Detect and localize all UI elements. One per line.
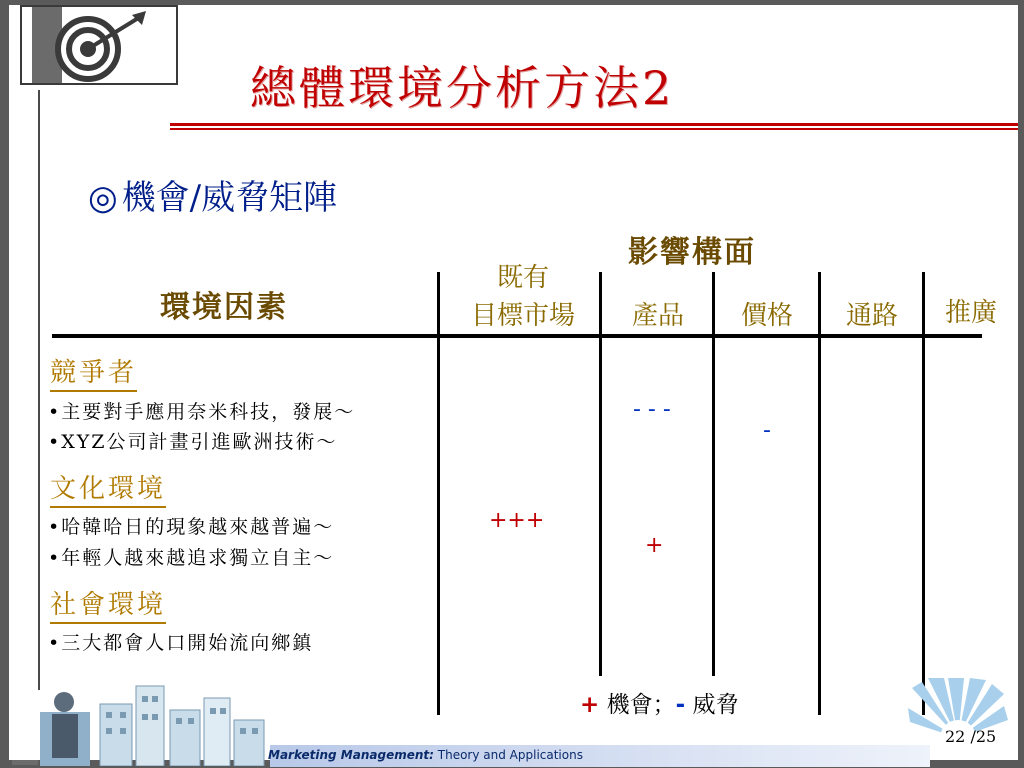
target-logo-icon	[22, 7, 176, 83]
subtitle	[88, 170, 337, 219]
opportunity-mark: +	[645, 533, 664, 558]
frame-inner-rule	[38, 90, 40, 690]
column-header-promotion: 推廣	[944, 298, 997, 328]
column-header-target-market	[448, 259, 598, 335]
logo-block	[20, 5, 178, 85]
city-skyline-icon	[40, 684, 270, 766]
section-title-competitors: 競爭者	[50, 356, 137, 392]
page-number: 22 /25	[945, 727, 997, 746]
column-header-price: 價格	[740, 301, 793, 331]
section-title-society: 社會環境	[50, 588, 166, 624]
footer-subtitle: Theory and Applications	[437, 748, 583, 762]
grid-line	[818, 272, 821, 715]
footer-text	[268, 748, 583, 762]
threat-mark: - - -	[633, 397, 671, 422]
column-header-product: 產品	[631, 301, 684, 331]
list-item: •主要對手應用奈米科技，發展～	[48, 401, 356, 423]
legend-plus-symbol: +	[580, 692, 600, 718]
grid-line	[437, 272, 440, 715]
threat-mark: -	[763, 418, 771, 443]
title-underline	[170, 123, 1018, 126]
column-header-line: 目標市場	[470, 301, 575, 331]
impact-heading: 影響構面	[628, 235, 756, 270]
legend-opportunity-label: 機會；	[606, 692, 676, 718]
legend	[580, 686, 738, 719]
subtitle-text: 機會/威脅矩陣	[121, 178, 338, 218]
legend-threat-label: 威脅	[692, 692, 739, 718]
grid-line	[712, 272, 715, 676]
opportunity-mark: +++	[489, 508, 545, 533]
bullseye-bullet-icon: ◎	[88, 178, 118, 218]
section-title-culture: 文化環境	[50, 472, 166, 508]
grid-line	[599, 272, 602, 676]
list-item: •年輕人越來越追求獨立自主～	[48, 547, 335, 569]
column-header-channel: 通路	[845, 301, 898, 331]
list-item: •三大都會人口開始流向鄉鎮	[48, 632, 314, 654]
factor-heading: 環境因素	[160, 290, 288, 325]
legend-minus-symbol: -	[675, 692, 686, 718]
slide-title: 總體環境分析方法2	[250, 61, 675, 115]
grid-line	[922, 272, 925, 715]
list-item: •哈韓哈日的現象越來越普遍～	[48, 516, 335, 538]
header-divider	[52, 334, 982, 338]
list-item: •XYZ公司計畫引進歐洲技術～	[48, 431, 338, 453]
title-underline-secondary	[170, 128, 1018, 130]
column-header-line: 既有	[496, 263, 549, 293]
footer-brand: Marketing Management:	[268, 748, 434, 762]
